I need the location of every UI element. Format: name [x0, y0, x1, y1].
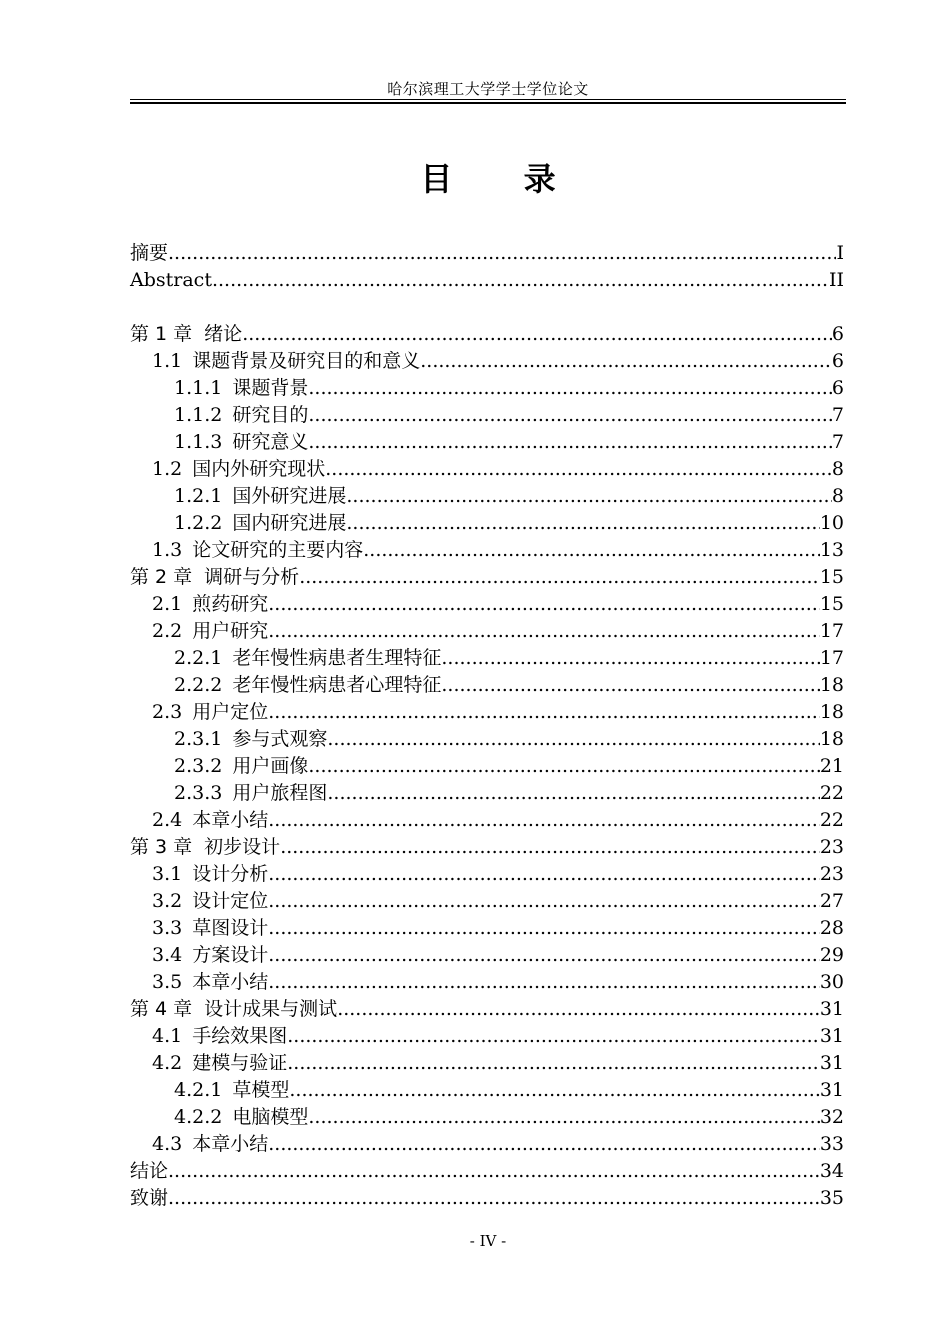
toc-entry-title: 研究目的 [232, 404, 309, 426]
toc-entry[interactable] [130, 456, 844, 483]
toc-entry-page: 31 [819, 1025, 844, 1047]
toc-entry-title: 方案设计 [192, 944, 269, 966]
toc-entry-page: 23 [819, 863, 844, 885]
toc-entry-title: 建模与验证 [192, 1052, 288, 1074]
toc-dot-leader [287, 1023, 820, 1050]
toc-entry-number: 第 1 章 [130, 323, 193, 345]
toc-entry[interactable] [130, 861, 844, 888]
toc-entry-page: 7 [831, 431, 844, 453]
toc-entry-number: 1.3 [152, 539, 183, 561]
toc-dot-leader [268, 969, 820, 996]
toc-entry-title: 老年慢性病患者心理特征 [232, 674, 442, 696]
toc-dot-leader [420, 348, 832, 375]
toc-entry-number: 第 3 章 [130, 836, 193, 858]
toc-dot-leader [327, 726, 819, 753]
toc-entry-page: 22 [819, 809, 844, 831]
toc-entry-number: 3.1 [152, 863, 183, 885]
toc-dot-leader [308, 429, 832, 456]
toc-entry-title: 设计成果与测试 [204, 998, 338, 1020]
toc-entry[interactable] [130, 1131, 844, 1158]
toc-entry-number: 2.2.1 [174, 647, 223, 669]
toc-entry-page: 33 [819, 1133, 844, 1155]
toc-entry-page: 32 [819, 1106, 844, 1128]
toc-entry-page: 18 [819, 674, 844, 696]
toc-entry-page: II [828, 269, 844, 291]
toc-dot-leader [268, 591, 820, 618]
toc-entry-number: 2.3.1 [174, 728, 223, 750]
toc-dot-leader [287, 1050, 820, 1077]
toc-entry-number: 1.2.1 [174, 485, 223, 507]
toc-entry-title: 调研与分析 [204, 566, 300, 588]
toc-entry[interactable] [130, 1104, 844, 1131]
toc-entry-title: 摘要 [130, 242, 169, 264]
toc-dot-leader [268, 942, 820, 969]
toc-entry-number: 2.4 [152, 809, 183, 831]
toc-dot-leader [268, 861, 820, 888]
toc-entry-title: 老年慢性病患者生理特征 [232, 647, 442, 669]
page-title: 目 录 [420, 160, 586, 198]
toc-dot-leader [346, 483, 832, 510]
toc-entry[interactable] [130, 483, 844, 510]
toc-entry-title: 本章小结 [192, 809, 269, 831]
toc-entry-page: 31 [819, 998, 844, 1020]
toc-entry-page: 15 [819, 566, 844, 588]
toc-entry-number: 1.1 [152, 350, 183, 372]
toc-entry-page: 18 [819, 701, 844, 723]
toc-dot-leader [268, 915, 820, 942]
toc-entry-number: 1.2.2 [174, 512, 223, 534]
toc-entry-number: 1.2 [152, 458, 183, 480]
toc-entry-page: 6 [831, 377, 844, 399]
toc-dot-leader [308, 753, 819, 780]
toc-entry-page: 10 [819, 512, 844, 534]
toc-entry-page: 13 [819, 539, 844, 561]
toc-entry-title: 本章小结 [192, 971, 269, 993]
toc-entry-title: 参与式观察 [232, 728, 328, 750]
toc-dot-leader [441, 672, 819, 699]
header-rule-thin [130, 99, 846, 100]
table-of-contents [130, 240, 844, 1212]
toc-entry-page: 6 [831, 323, 844, 345]
toc-dot-leader [268, 699, 820, 726]
toc-entry-number: 4.1 [152, 1025, 183, 1047]
toc-entry[interactable] [130, 1023, 844, 1050]
toc-entry-title: 论文研究的主要内容 [192, 539, 364, 561]
toc-dot-leader [168, 1185, 820, 1212]
toc-entry-title: 课题背景及研究目的和意义 [192, 350, 421, 372]
toc-entry[interactable] [130, 1050, 844, 1077]
toc-entry[interactable] [130, 402, 844, 429]
toc-entry-title: 结论 [130, 1160, 169, 1182]
toc-entry-page: 29 [819, 944, 844, 966]
toc-entry[interactable] [130, 240, 844, 267]
toc-entry[interactable] [130, 375, 844, 402]
toc-dot-leader [268, 888, 820, 915]
toc-entry-number: 1.1.1 [174, 377, 223, 399]
toc-entry[interactable] [130, 537, 844, 564]
toc-entry[interactable] [130, 645, 844, 672]
toc-dot-leader [327, 780, 819, 807]
toc-entry[interactable] [130, 1077, 844, 1104]
toc-entry-page: 17 [819, 620, 844, 642]
toc-entry-page: 30 [819, 971, 844, 993]
toc-entry[interactable] [130, 699, 844, 726]
toc-entry-number: 2.3.2 [174, 755, 223, 777]
toc-dot-leader [346, 510, 819, 537]
toc-entry[interactable] [130, 915, 844, 942]
toc-dot-leader [289, 1077, 819, 1104]
toc-entry-title: 国外研究进展 [232, 485, 347, 507]
toc-dot-leader [308, 402, 832, 429]
toc-entry-title: 课题背景 [232, 377, 309, 399]
toc-entry-number: 4.2.2 [174, 1106, 223, 1128]
toc-entry[interactable] [130, 834, 844, 861]
toc-dot-leader [308, 1104, 819, 1131]
toc-entry-number: 1.1.3 [174, 431, 223, 453]
toc-entry-title: 致谢 [130, 1187, 169, 1209]
toc-entry-number: 4.2 [152, 1052, 183, 1074]
toc-dot-leader [268, 807, 820, 834]
toc-entry[interactable] [130, 564, 844, 591]
toc-dot-leader [168, 1158, 820, 1185]
toc-entry-title: 用户研究 [192, 620, 269, 642]
toc-entry-title: 煎药研究 [192, 593, 269, 615]
toc-entry-title: 国内研究进展 [232, 512, 347, 534]
toc-entry[interactable] [130, 429, 844, 456]
toc-entry[interactable] [130, 726, 844, 753]
toc-entry-title: 绪论 [204, 323, 243, 345]
toc-entry[interactable] [130, 672, 844, 699]
toc-entry[interactable] [130, 510, 844, 537]
toc-entry-number: 4.3 [152, 1133, 183, 1155]
toc-entry-number: 第 2 章 [130, 566, 193, 588]
toc-entry[interactable] [130, 969, 844, 996]
toc-entry-page: 31 [819, 1052, 844, 1074]
toc-entry-page: 23 [819, 836, 844, 858]
toc-entry-page: 21 [819, 755, 844, 777]
toc-entry[interactable] [130, 753, 844, 780]
toc-dot-leader [299, 564, 820, 591]
toc-entry-number: 2.2.2 [174, 674, 223, 696]
toc-dot-leader [268, 618, 820, 645]
toc-dot-leader [168, 240, 836, 267]
toc-entry-page: 18 [819, 728, 844, 750]
toc-dot-leader [363, 537, 820, 564]
toc-entry-page: 27 [819, 890, 844, 912]
toc-entry[interactable] [130, 267, 844, 294]
toc-entry-page: 17 [819, 647, 844, 669]
page-number: - IV - [469, 1232, 507, 1250]
toc-entry[interactable] [130, 321, 844, 348]
toc-entry-number: 4.2.1 [174, 1079, 223, 1101]
toc-entry[interactable] [130, 942, 844, 969]
toc-entry-title: 电脑模型 [232, 1106, 309, 1128]
toc-entry-title: 草图设计 [192, 917, 269, 939]
toc-entry-title: 设计分析 [192, 863, 269, 885]
toc-entry-page: 35 [819, 1187, 844, 1209]
toc-entry-number: 2.2 [152, 620, 183, 642]
toc-entry-number: 3.4 [152, 944, 183, 966]
toc-entry[interactable] [130, 888, 844, 915]
toc-entry-title: 初步设计 [204, 836, 281, 858]
toc-dot-leader [280, 834, 820, 861]
toc-entry[interactable] [130, 780, 844, 807]
toc-dot-leader [308, 375, 832, 402]
toc-entry-number: 1.1.2 [174, 404, 223, 426]
toc-entry-title: 国内外研究现状 [192, 458, 326, 480]
toc-entry-page: 6 [831, 350, 844, 372]
toc-entry-title: 草模型 [232, 1079, 290, 1101]
toc-entry-number: 2.3.3 [174, 782, 223, 804]
toc-entry[interactable] [130, 348, 844, 375]
toc-entry-number: 3.5 [152, 971, 183, 993]
toc-entry-title: 用户定位 [192, 701, 269, 723]
toc-entry-title: 研究意义 [232, 431, 309, 453]
toc-entry-number: 3.2 [152, 890, 183, 912]
toc-entry[interactable] [130, 807, 844, 834]
toc-entry-page: 15 [819, 593, 844, 615]
toc-entry[interactable] [130, 591, 844, 618]
toc-entry-page: 31 [819, 1079, 844, 1101]
toc-entry-title: Abstract [130, 269, 212, 291]
toc-entry[interactable] [130, 996, 844, 1023]
toc-entry-number: 2.1 [152, 593, 183, 615]
toc-entry-page: 8 [831, 458, 844, 480]
toc-dot-leader [337, 996, 820, 1023]
toc-entry-title: 用户旅程图 [232, 782, 328, 804]
toc-entry-page: 28 [819, 917, 844, 939]
toc-entry-number: 3.3 [152, 917, 183, 939]
toc-entry[interactable] [130, 1185, 844, 1212]
toc-dot-leader [268, 1131, 820, 1158]
toc-entry-title: 手绘效果图 [192, 1025, 288, 1047]
toc-dot-leader [441, 645, 819, 672]
running-header: 哈尔滨理工大学学士学位论文 [387, 80, 589, 98]
toc-entry-title: 本章小结 [192, 1133, 269, 1155]
toc-entry-page: 8 [831, 485, 844, 507]
toc-entry[interactable] [130, 1158, 844, 1185]
toc-dot-leader [212, 267, 829, 294]
toc-entry-title: 用户画像 [232, 755, 309, 777]
toc-entry-title: 设计定位 [192, 890, 269, 912]
toc-entry-page: I [836, 242, 844, 264]
toc-entry-page: 34 [819, 1160, 844, 1182]
header-rule-thick [130, 102, 846, 104]
toc-entry[interactable] [130, 618, 844, 645]
toc-entry-page: 7 [831, 404, 844, 426]
toc-dot-leader [325, 456, 832, 483]
toc-entry-number: 2.3 [152, 701, 183, 723]
toc-entry-page: 22 [819, 782, 844, 804]
toc-entry-number: 第 4 章 [130, 998, 193, 1020]
toc-dot-leader [242, 321, 832, 348]
